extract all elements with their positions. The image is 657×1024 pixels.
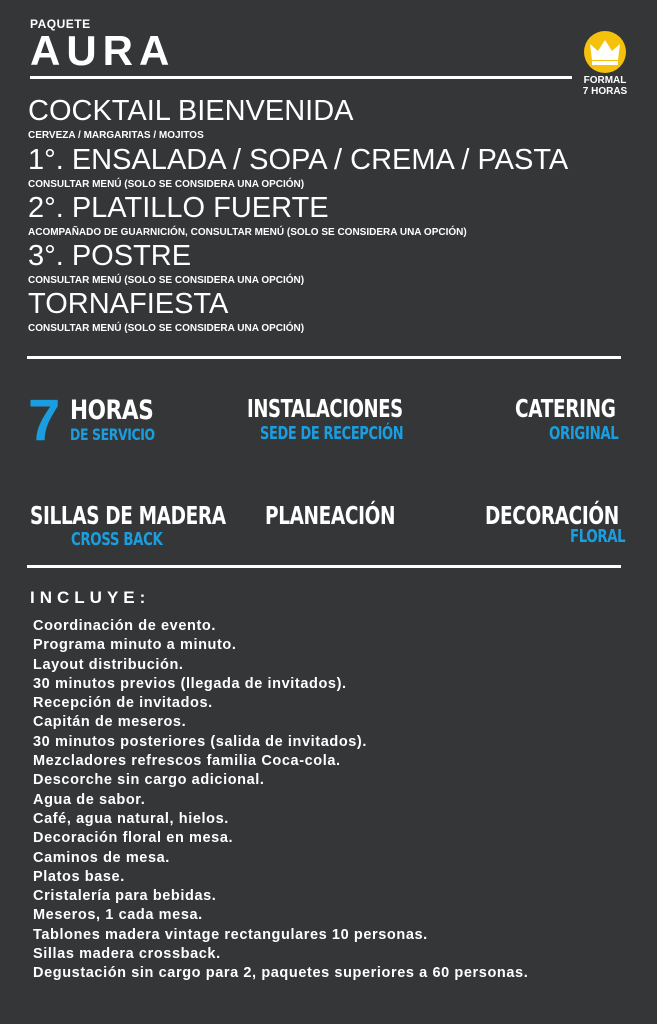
package-label: PAQUETE <box>30 17 91 31</box>
list-item: Capitán de meseros. <box>33 714 187 731</box>
menu-title-main-course: 2°. PLATILLO FUERTE <box>28 192 329 224</box>
instalaciones-title: INSTALACIONES <box>247 394 403 423</box>
list-item: Mezcladores refrescos familia Coca-cola. <box>33 753 341 770</box>
list-item: 30 minutos posteriores (salida de invitados). <box>33 733 367 750</box>
menu-subtitle-first-course: CONSULTAR MENÚ (SOLO SE CONSIDERA UNA OPCIÓN) <box>28 179 305 190</box>
sillas-title: SILLAS DE MADERA <box>30 501 226 530</box>
list-item: Decoración floral en mesa. <box>33 830 234 847</box>
list-item: 30 minutos previos (llegada de invitados). <box>33 675 347 692</box>
badge-line-2: 7 HORAS <box>582 86 628 97</box>
package-badge <box>578 75 632 97</box>
list-item: Recepción de invitados. <box>33 695 213 712</box>
catering-subtitle: ORIGINAL <box>549 423 619 444</box>
list-item: Café, agua natural, hielos. <box>33 810 229 827</box>
crown-icon <box>583 30 627 74</box>
list-item: Platos base. <box>33 868 125 885</box>
includes-list <box>33 617 528 984</box>
list-item: Degustación sin cargo para 2, paquetes superiores a 60 personas. <box>33 965 529 982</box>
menu-title-dessert: 3°. POSTRE <box>28 240 192 272</box>
sillas-subtitle: CROSS BACK <box>71 529 163 550</box>
hours-subtitle: DE SERVICIO <box>70 425 155 444</box>
list-item: Layout distribución. <box>33 656 184 673</box>
list-item: Coordinación de evento. <box>33 618 216 634</box>
list-item: Programa minuto a minuto. <box>33 637 237 654</box>
catering-title: CATERING <box>515 394 616 423</box>
includes-title: INCLUYE: <box>30 588 151 607</box>
menu-subtitle-cocktail: CERVEZA / MARGARITAS / MOJITOS <box>28 130 204 141</box>
list-item: Meseros, 1 cada mesa. <box>33 907 203 924</box>
menu-subtitle-main-course: ACOMPAÑADO DE GUARNICIÓN, CONSULTAR MENÚ (SOLO SE CONSIDERA UNA OPCIÓN) <box>28 227 467 238</box>
list-item: Agua de sabor. <box>33 791 146 808</box>
menu-title-cocktail: COCKTAIL BIENVENIDA <box>28 95 354 127</box>
hours-title: HORAS <box>70 395 154 426</box>
hours-number: 7 <box>28 388 61 453</box>
menu-title-first-course: 1°. ENSALADA / SOPA / CREMA / PASTA <box>28 144 569 176</box>
menu-title-tornafiesta: TORNAFIESTA <box>28 288 229 320</box>
list-item: Caminos de mesa. <box>33 849 170 866</box>
badge-line-1: FORMAL <box>583 75 627 86</box>
instalaciones-subtitle: SEDE DE RECEPCIÓN <box>260 423 404 444</box>
list-item: Sillas madera crossback. <box>33 946 221 963</box>
section-divider <box>27 565 621 568</box>
menu-subtitle-tornafiesta: CONSULTAR MENÚ (SOLO SE CONSIDERA UNA OPCIÓN) <box>28 323 305 334</box>
list-item: Cristalería para bebidas. <box>33 888 217 905</box>
header-divider <box>30 76 572 79</box>
package-name: AURA <box>30 27 176 74</box>
section-divider <box>27 356 621 359</box>
decoracion-title: DECORACIÓN <box>485 501 619 530</box>
menu-subtitle-dessert: CONSULTAR MENÚ (SOLO SE CONSIDERA UNA OPCIÓN) <box>28 275 305 286</box>
decoracion-subtitle: FLORAL <box>570 526 626 547</box>
list-item: Tablones madera vintage rectangulares 10 personas. <box>33 926 428 943</box>
planeacion-title: PLANEACIÓN <box>265 501 396 530</box>
list-item: Descorche sin cargo adicional. <box>33 772 265 789</box>
